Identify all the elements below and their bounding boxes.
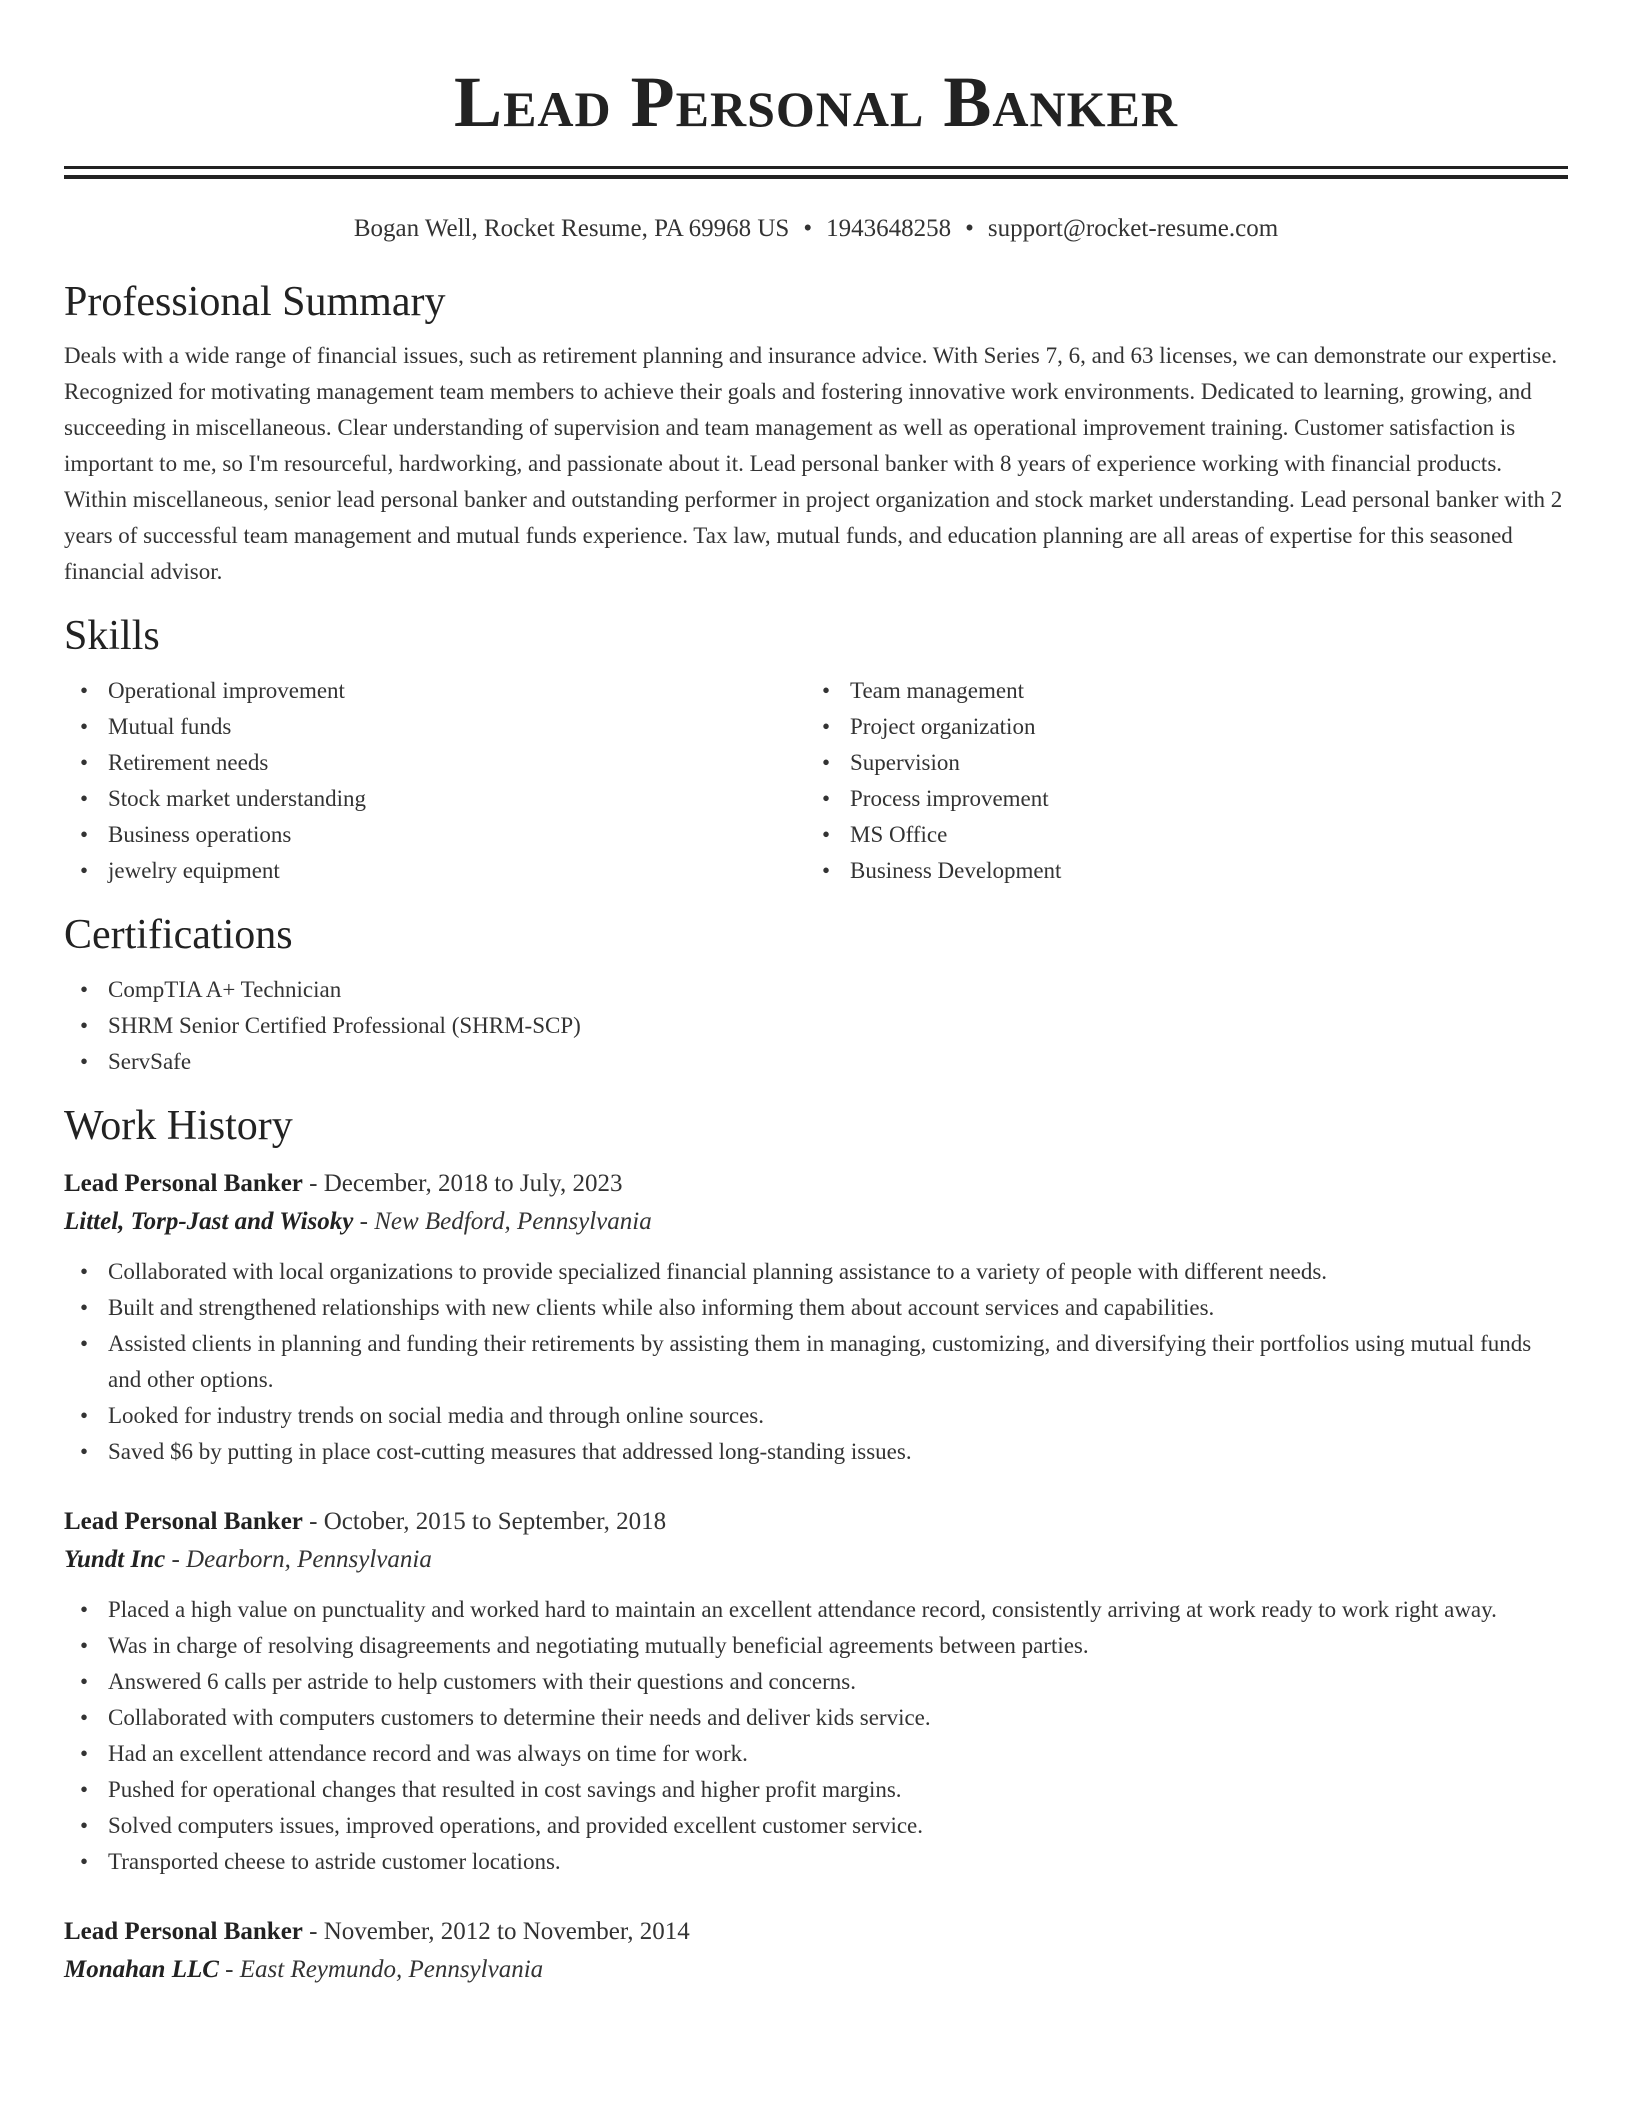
skill-item: • Operational improvement: [108, 673, 806, 709]
skill-item: • Stock market understanding: [108, 781, 806, 817]
job-location: - Dearborn, Pennsylvania: [165, 1546, 432, 1573]
job-duty-item: • Solved computers issues, improved operations, and provided excellent customer service.: [108, 1808, 1568, 1844]
skill-item: • Process improvement: [850, 781, 1548, 817]
contact-separator: •: [803, 215, 813, 242]
contact-address: Bogan Well, Rocket Resume, PA 69968 US: [353, 215, 790, 242]
job-title: Lead Personal Banker: [64, 1918, 303, 1945]
title-divider-thin: [64, 166, 1568, 169]
certification-item: • SHRM Senior Certified Professional (SHRM-SCP): [108, 1008, 1568, 1044]
job-duty-item: • Placed a high value on punctuality and worked hard to maintain an excellent attendance record, consistently arriving at work ready to work right away.: [108, 1592, 1568, 1628]
contact-phone: 1943648258: [826, 215, 952, 242]
resume-page: [64, 0, 1568, 1990]
certification-item: • CompTIA A+ Technician: [108, 972, 1568, 1008]
job-header: [64, 1914, 1568, 1950]
job-employer: [64, 1540, 1568, 1580]
skills-grid: [64, 673, 1568, 889]
job-duties: [64, 1254, 1568, 1470]
job-location: - East Reymundo, Pennsylvania: [218, 1956, 544, 1983]
job-entry: [64, 1504, 1568, 1880]
skills-list-right: [806, 673, 1548, 889]
skills-list-left: [64, 673, 806, 889]
contact-separator: •: [965, 215, 974, 242]
skill-item: • Team management: [850, 673, 1548, 709]
job-header: [64, 1504, 1568, 1540]
job-dates: - October, 2015 to September, 2018: [302, 1508, 667, 1535]
job-title: Lead Personal Banker: [64, 1170, 303, 1197]
job-entry: [64, 1914, 1568, 1990]
job-duty-item: • Collaborated with local organizations to provide specialized financial planning assistance to a variety of people with different needs.: [108, 1254, 1568, 1290]
job-duty-item: • Had an excellent attendance record and was always on time for work.: [108, 1736, 1568, 1772]
job-duty-item: • Built and strengthened relationships with new clients while also informing them about account services and capabilities.: [108, 1290, 1568, 1326]
job-duty-item: • Answered 6 calls per astride to help customers with their questions and concerns.: [108, 1664, 1568, 1700]
job-duty-item: • Transported cheese to astride customer locations.: [108, 1844, 1568, 1880]
job-duty-item: • Collaborated with computers customers to determine their needs and deliver kids service.: [108, 1700, 1568, 1736]
contact-line: [64, 212, 1568, 246]
job-duty-item: • Assisted clients in planning and funding their retirements by assisting them in managing, customizing, and diversifying their portfolios using mutual funds and other options.: [108, 1326, 1568, 1398]
job-location: - New Bedford, Pennsylvania: [353, 1208, 652, 1235]
contact-email: support@rocket-resume.com: [987, 215, 1279, 242]
job-company: Monahan LLC: [64, 1956, 219, 1983]
resume-title: Lead Personal Banker: [454, 62, 1178, 142]
job-duty-item: • Was in charge of resolving disagreements and negotiating mutually beneficial agreements between parties.: [108, 1628, 1568, 1664]
skill-item: • Mutual funds: [108, 709, 806, 745]
job-duties: [64, 1592, 1568, 1880]
skill-item: • Project organization: [850, 709, 1548, 745]
skill-item: • MS Office: [850, 817, 1548, 853]
job-duty-item: • Looked for industry trends on social media and through online sources.: [108, 1398, 1568, 1434]
summary-text: Deals with a wide range of financial issues, such as retirement planning and insurance advice. With Series 7, 6, and 63 licenses, we can demonstrate our expertise. Recognized for motivating management team members to achieve their goals and fostering innovative work environments. Dedicated to learning, growing, and succeeding in miscellaneous. Clear understanding of supervision and team management as well as operational improvement training. Customer satisfaction is important to me, so I'm resourceful, hardworking, and passionate about it. Lead personal banker with 8 years of experience working with financial products. Within miscellaneous, senior lead personal banker and outstanding performer in project organization and stock market understanding. Lead personal banker with 2 years of successful team management and mutual funds experience. Tax law, mutual funds, and education planning are all areas of expertise for this seasoned financial advisor.: [64, 343, 1563, 584]
certification-item: • ServSafe: [108, 1044, 1568, 1080]
title-divider-thick: [64, 175, 1568, 179]
section-heading-summary: Professional Summary: [64, 279, 446, 325]
job-company: Littel, Torp-Jast and Wisoky: [64, 1208, 354, 1235]
job-employer: [64, 1950, 1568, 1990]
job-employer: [64, 1202, 1568, 1242]
job-dates: - November, 2012 to November, 2014: [302, 1918, 690, 1945]
job-title: Lead Personal Banker: [64, 1508, 303, 1535]
skill-item: • Business operations: [108, 817, 806, 853]
skill-item: • Retirement needs: [108, 745, 806, 781]
skill-item: • Business Development: [850, 853, 1548, 889]
section-heading-work-history: Work History: [64, 1103, 293, 1149]
job-company: Yundt Inc: [64, 1546, 166, 1573]
section-heading-certifications: Certifications: [64, 912, 293, 958]
job-duty-item: • Pushed for operational changes that resulted in cost savings and higher profit margins.: [108, 1772, 1568, 1808]
job-duty-item: • Saved $6 by putting in place cost-cutting measures that addressed long-standing issues.: [108, 1434, 1568, 1470]
section-heading-skills: Skills: [64, 613, 160, 659]
job-dates: - December, 2018 to July, 2023: [302, 1170, 623, 1197]
skill-item: • jewelry equipment: [108, 853, 806, 889]
job-entry: [64, 1166, 1568, 1470]
skill-item: • Supervision: [850, 745, 1548, 781]
certifications-list: [64, 972, 1568, 1080]
job-header: [64, 1166, 1568, 1202]
